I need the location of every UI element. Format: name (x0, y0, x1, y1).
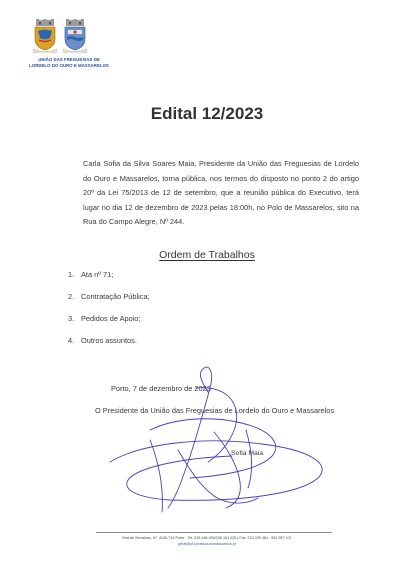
organization-name-line-1: UNIÃO DAS FREGUESIAS DE (38, 57, 100, 62)
lordelo-crest-icon (33, 19, 57, 53)
document-date: Porto, 7 de dezembro de 2023 (111, 384, 211, 393)
list-item-text: Outros assuntos. (81, 336, 137, 345)
footer-address: Rua de Serralves, 67, 4150-710 Porto · Tel. 226 166 900/226 161 020 | Fax: 214 339 461 · 961 557 471 (122, 536, 292, 540)
list-item-number: 4. (68, 336, 75, 345)
header-crests (33, 19, 97, 57)
list-item-text: Pedidos de Apoio; (81, 314, 141, 323)
footer-contact (0, 535, 414, 547)
list-item-text: Contratação Pública; (81, 292, 150, 301)
massarelos-crest-icon (63, 19, 87, 53)
body-paragraph: Carla Sofia da Silva Soares Maia, Presidente da União das Freguesias de Lordelo do Ouro e Massarelos, torna pública, nos termos do disposto no ponto 2 do artigo 20º da Lei 75/2013 de 12 de setembro, que a reunião pública do Executivo, terá lugar no dia 12 de dezembro de 2023 pelas 18:00h, no Polo de Massarelos, sito na Rua do Campo Alegre, Nº 244. (83, 159, 359, 226)
list-item-text: Ata nº 71; (81, 270, 114, 279)
list-item-number: 3. (68, 314, 75, 323)
signer-role: O Presidente da União das Freguesias de Lordelo do Ouro e Massarelos (95, 406, 335, 415)
footer-email: geral@uf-lordeloouromassarelos.pt (178, 542, 236, 546)
list-item (68, 292, 150, 301)
organization-name (24, 57, 114, 68)
document-title: Edital 12/2023 (150, 104, 264, 123)
list-item (68, 336, 137, 345)
footer-divider (96, 532, 332, 533)
list-item-number: 1. (68, 270, 75, 279)
organization-name-line-2: LORDELO DO OURO E MASSARELOS (29, 62, 109, 68)
list-item (68, 270, 113, 279)
list-item-number: 2. (68, 292, 75, 301)
signer-name: Sofia Maia (231, 450, 264, 457)
list-item (68, 314, 141, 323)
agenda-title: Ordem de Trabalhos (159, 249, 255, 261)
